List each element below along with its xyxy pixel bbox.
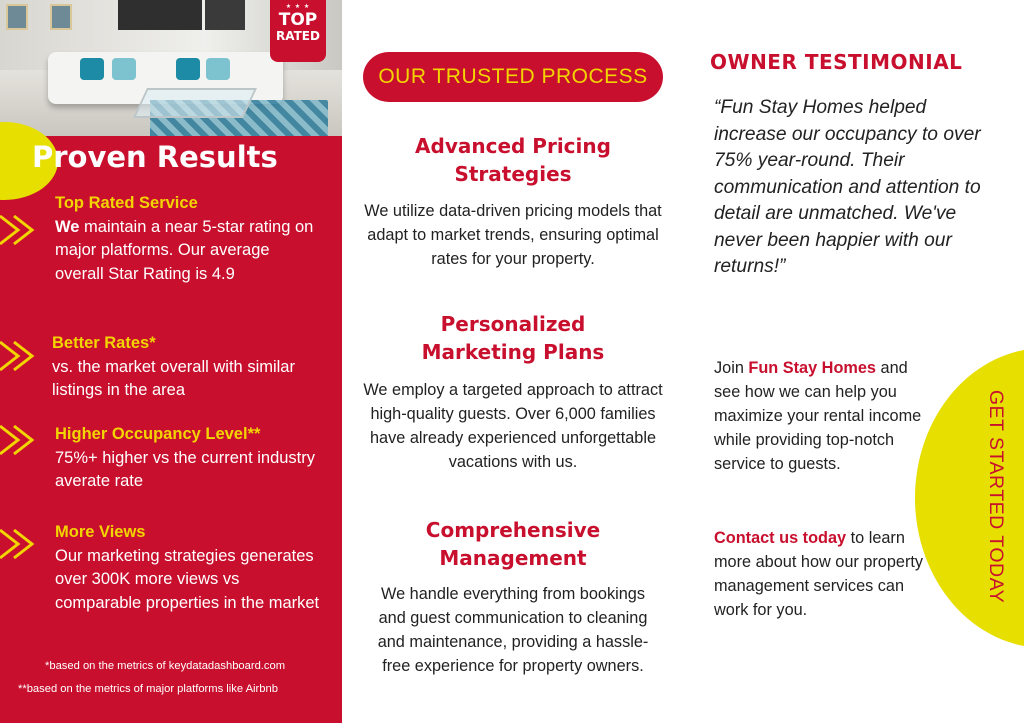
join-paragraph: Join Fun Stay Homes and see how we can help you maximize your rental income while providing top-notch service to guests. (714, 359, 922, 473)
feature-heading: Top Rated Service (55, 194, 198, 212)
section-text-pricing: We utilize data-driven pricing models that adapt to market trends, ensuring optimal rates for your property. (364, 202, 662, 268)
section-text-management: We handle everything from bookings and guest communication to cleaning and maintenance, providing a hassle-free experience for property owners. (377, 585, 649, 675)
footnote: *based on the metrics of keydatadashboard.com (45, 660, 286, 672)
contact-link[interactable]: Contact us today (714, 529, 847, 547)
chevron-arrow-icon (0, 424, 42, 456)
section-heading-pricing: Advanced Pricing Strategies (415, 134, 611, 186)
feature-text: We maintain a near 5-star rating on major platforms. Our average overall Star Rating is 4.9 (55, 217, 314, 283)
feature-better-rates (52, 332, 337, 403)
badge-line2: RATED (276, 29, 320, 43)
badge-stars-icon: ★ ★ ★ (285, 4, 311, 10)
feature-top-rated (55, 192, 317, 286)
chevron-arrow-icon (0, 528, 42, 560)
section-heading-marketing: Personalized Marketing Plans (421, 312, 605, 364)
section-text-marketing: We employ a targeted approach to attract high-quality guests. Over 6,000 families have already experienced unforgettable vacations with us. (363, 381, 663, 471)
chevron-arrow-icon (0, 214, 42, 246)
process-banner-label: OUR TRUSTED PROCESS (378, 65, 648, 88)
process-banner (363, 52, 663, 102)
feature-more-views (55, 521, 325, 615)
testimonial-title: OWNER TESTIMONIAL (710, 50, 963, 74)
brand-name: Fun Stay Homes (748, 359, 876, 377)
chevron-arrow-icon (0, 340, 42, 372)
panel-title: Proven Results (32, 140, 278, 174)
testimonial-quote: “Fun Stay Homes helped increase our occupancy to over 75% year-round. Their communication and attention to detail are unmatched. We've never been happier with our returns!” (714, 97, 981, 277)
feature-higher-occupancy (55, 423, 317, 494)
footnote: **based on the metrics of major platforms like Airbnb (18, 683, 278, 695)
top-rated-badge (270, 0, 326, 62)
feature-heading: More Views (55, 523, 146, 541)
feature-heading: Higher Occupancy Level** (55, 425, 261, 443)
feature-text: 75%+ higher vs the current industry averate rate (55, 448, 316, 490)
contact-paragraph: Contact us today to learn more about how our property management services can work for you. (714, 529, 924, 619)
proven-results-panel (0, 0, 342, 723)
section-heading-management: Comprehensive Management (425, 518, 601, 570)
get-started-button[interactable] (984, 378, 1008, 614)
badge-line1: TOP (278, 10, 318, 30)
feature-text: Our marketing strategies generates over 300K more views vs comparable properties in the market (55, 546, 320, 612)
get-started-label: GET STARTED TODAY (985, 389, 1008, 603)
feature-heading: Better Rates* (52, 334, 156, 352)
feature-text: vs. the market overall with similar listings in the area (52, 357, 295, 399)
